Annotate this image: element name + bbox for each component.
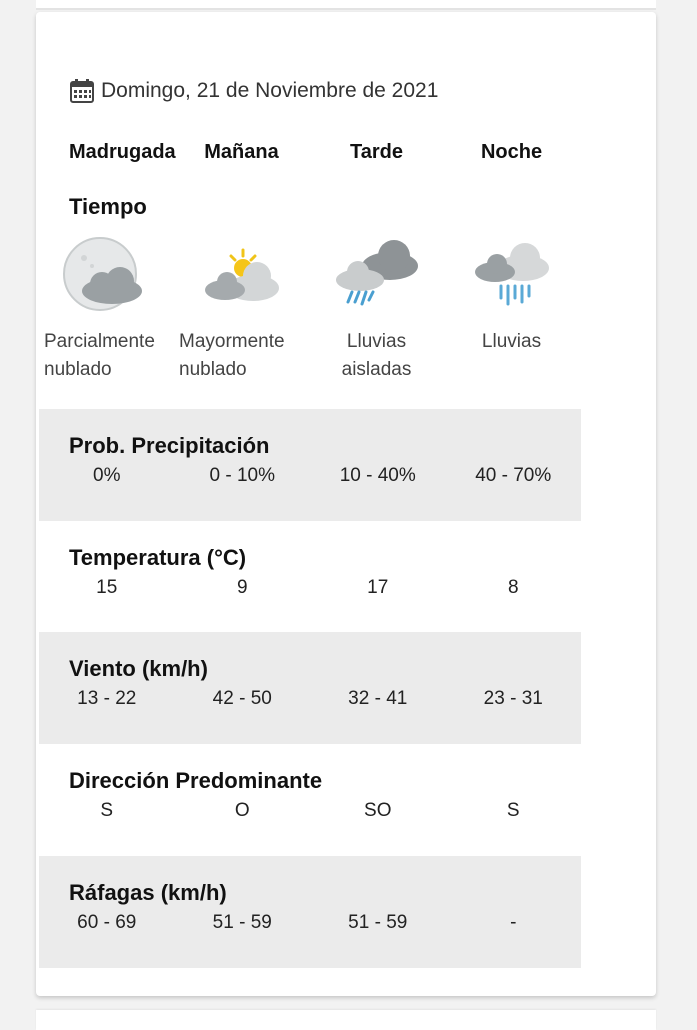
row-value: 15 xyxy=(96,577,118,598)
period-header xyxy=(39,141,579,164)
row-value: 23 - 31 xyxy=(483,688,543,709)
wind-direction-row xyxy=(39,744,581,856)
rain-icon xyxy=(467,236,557,316)
row-value: 60 - 69 xyxy=(77,912,137,933)
date-text: Domingo, 21 de Noviembre de 2021 xyxy=(101,79,439,102)
period-noche: Noche xyxy=(480,141,543,163)
mostly-cloudy-day-icon xyxy=(197,236,287,316)
row-title: Temperatura (°C) xyxy=(69,545,247,570)
row-value: 9 xyxy=(236,577,248,598)
row-value: S xyxy=(506,800,520,821)
row-value: 51 - 59 xyxy=(348,912,408,933)
weather-desc-manana: Mayormente nublado xyxy=(179,331,285,380)
row-title: Viento (km/h) xyxy=(69,656,208,681)
row-title: Ráfagas (km/h) xyxy=(69,880,227,905)
precipitation-row xyxy=(39,409,581,521)
row-value: 40 - 70% xyxy=(475,465,552,486)
row-value: - xyxy=(510,912,517,933)
row-values xyxy=(39,577,581,599)
row-values xyxy=(39,800,581,822)
weather-desc-madrugada: Parcialmente nublado xyxy=(44,331,155,380)
temperature-row xyxy=(39,521,581,633)
weather-section-title: Tiempo xyxy=(69,194,147,219)
weather-cell-tarde xyxy=(309,236,444,384)
row-values xyxy=(39,912,581,934)
row-title: Prob. Precipitación xyxy=(69,433,270,458)
row-value: 32 - 41 xyxy=(348,688,408,709)
row-values xyxy=(39,688,581,710)
row-title: Dirección Predominante xyxy=(69,768,323,793)
row-value: 0 - 10% xyxy=(209,465,275,486)
row-value: 8 xyxy=(507,577,519,598)
period-tarde: Tarde xyxy=(350,141,403,163)
weather-cell-noche xyxy=(444,236,579,384)
weather-desc-tarde: Lluvias aisladas xyxy=(341,331,412,380)
period-manana: Mañana xyxy=(204,141,279,163)
row-value: 51 - 59 xyxy=(212,912,272,933)
isolated-showers-icon xyxy=(332,236,422,316)
calendar-icon xyxy=(69,78,95,104)
row-value: 42 - 50 xyxy=(212,688,272,709)
forecast-date xyxy=(69,78,438,104)
row-values xyxy=(39,465,581,487)
row-value: O xyxy=(234,800,250,821)
period-madrugada: Madrugada xyxy=(69,141,176,163)
next-card-edge xyxy=(36,1010,656,1030)
row-value: 13 - 22 xyxy=(77,688,137,709)
weather-cell-madrugada xyxy=(39,236,174,384)
wind-row xyxy=(39,632,581,744)
row-value: 17 xyxy=(367,577,389,598)
row-value: 0% xyxy=(93,465,121,486)
partly-cloudy-night-icon xyxy=(62,236,152,316)
previous-card-edge xyxy=(36,0,656,10)
gusts-row xyxy=(39,856,581,968)
row-value: 10 - 40% xyxy=(339,465,416,486)
weather-icons-row xyxy=(39,236,579,384)
weather-desc-noche: Lluvias xyxy=(481,331,542,352)
row-value: SO xyxy=(364,800,392,821)
weather-cell-manana xyxy=(174,236,309,384)
row-value: S xyxy=(100,800,114,821)
